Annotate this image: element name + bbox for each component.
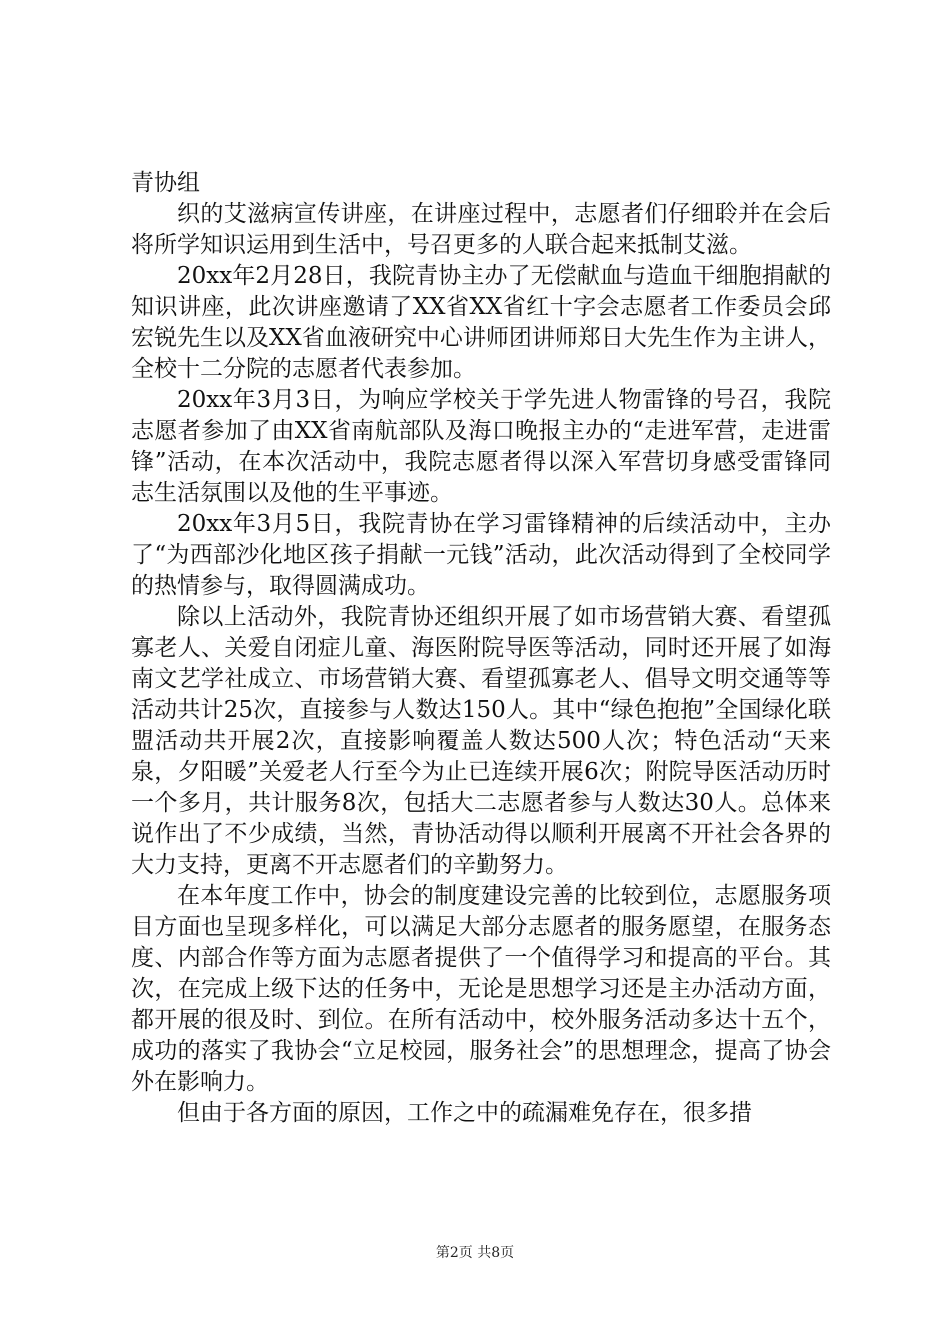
paragraph-annual-work: 在本年度工作中，协会的制度建设完善的比较到位，志愿服务项目方面也呈现多样化，可以满足大部分志愿者的服务愿望，在服务态度、内部合作等方面为志愿者提供了一个值得学习和提高的平台。其次，在完成上级下达的任务中，无论是思想学习还是主办活动方面，都开展的很及时、到位。在所有活动中，校外服务活动多达十五个，成功的落实了我协会“立足校园，服务社会”的思想理念，提高了协会外在影响力。 [131, 883, 831, 1095]
paragraph-continuation-heading: 青协组 [131, 170, 200, 196]
paragraph-other-activities: 除以上活动外，我院青协还组织开展了如市场营销大赛、看望孤寡老人、关爱自闭症儿童、海医附院导医等活动，同时还开展了如海南文艺学社成立、市场营销大赛、看望孤寡老人、倡导文明交通等等活动共计25次，直接参与人数达150人。其中“绿色抱抱”全国绿化联盟活动共开展2次，直接影响覆盖人数达500人次；特色活动“天来泉，夕阳暖”关爱老人行至今为止已连续开展6次；附院导医活动历时一个多月，共计服务8次，包括大二志愿者参与人数达30人。总体来说作出了不少成绩，当然，青协活动得以顺利开展离不开社会各界的大力支持，更离不开志愿者们的辛勤努力。 [131, 604, 831, 878]
paragraph-one-yuan-donation: 20xx年3月5日，我院青协在学习雷锋精神的后续活动中，主办了“为西部沙化地区孩子捐献一元钱”活动，此次活动得到了全校同学的热情参与，取得圆满成功。 [131, 511, 831, 599]
paragraph-shortcomings: 但由于各方面的原因，工作之中的疏漏难免存在，很多措 [177, 1100, 752, 1126]
paragraph-blood-donation-lecture: 20xx年2月28日，我院青协主办了无偿献血与造血干细胞捐献的知识讲座，此次讲座邀请了XX省XX省红十字会志愿者工作委员会邱宏锐先生以及XX省血液研究中心讲师团讲师郑日大先生作为主讲人，全校十二分院的志愿者代表参加。 [131, 263, 831, 382]
paragraph-lei-feng-camp: 20xx年3月3日，为响应学校关于学先进人物雷锋的号召，我院志愿者参加了由XX省南航部队及海口晚报主办的“走进军营，走进雷锋”活动，在本次活动中，我院志愿者得以深入军营切身感受雷锋同志生活氛围以及他的生平事迹。 [131, 387, 831, 506]
paragraph-aids-lecture: 织的艾滋病宣传讲座，在讲座过程中，志愿者们仔细聆并在会后将所学知识运用到生活中，号召更多的人联合起来抵制艾滋。 [131, 201, 831, 258]
document-body [131, 168, 831, 1129]
page-number-footer: 第2页 共8页 [435, 1245, 515, 1261]
